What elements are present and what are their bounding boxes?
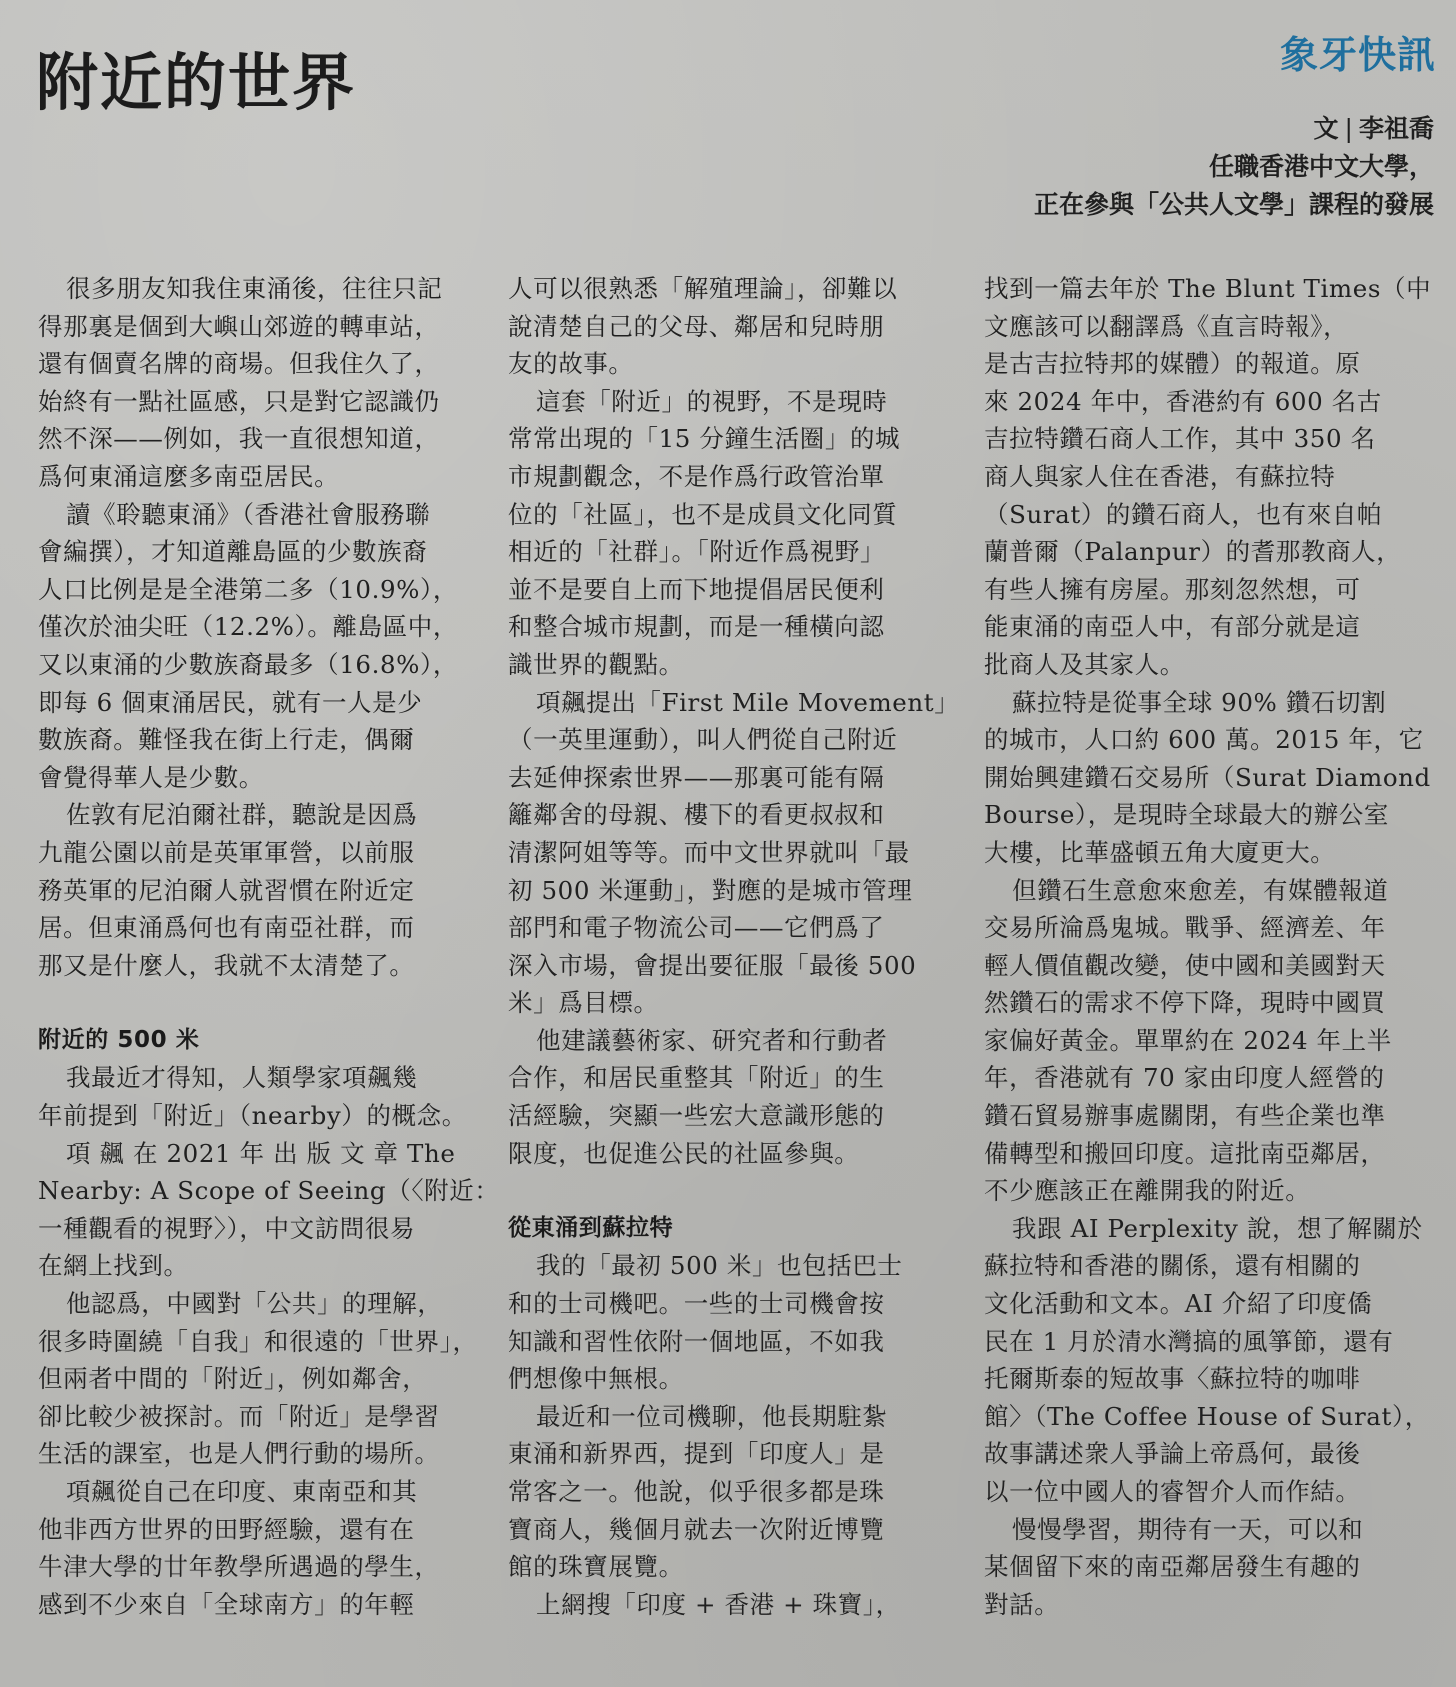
text-line: 去延伸探索世界——那裏可能有隔 [508,762,885,792]
text-line: 生活的課室，也是人們行動的場所。 [38,1439,440,1469]
author-description-line-1: 任職香港中文大學， [1208,152,1434,181]
text-line: 還有個賣名牌的商場。但我住久了， [38,349,440,379]
text-line: 吉拉特鑽石商人工作，其中 350 名 [984,424,1376,454]
text-line: 合作，和居民重整其「附近」的生 [508,1063,885,1093]
article-column-1 [38,270,500,1623]
text-line: Bourse），是現時全球最大的辦公室 [984,800,1389,830]
text-line: 蘇拉特和香港的關係，還有相關的 [984,1251,1361,1281]
text-line: 館的珠寶展覽。 [508,1552,684,1582]
text-line: 東涌和新界西，提到「印度人」是 [508,1439,885,1469]
text-line: 知識和習性依附一個地區，不如我 [508,1326,885,1356]
text-line: 文化活動和文本。AI 介紹了印度僑 [984,1289,1373,1319]
text-line: 和整合城市規劃，而是一種橫向認 [508,612,885,642]
text-line: 居。但東涌爲何也有南亞社群，而 [38,913,415,943]
byline-separator: | [1344,114,1353,143]
author-name: 李祖喬 [1358,114,1434,143]
paragraph-first-line: 他認爲，中國對「公共」的理解， [66,1289,443,1319]
paragraph-first-line: 我跟 AI Perplexity 說，想了解關於 [1012,1213,1423,1243]
paragraph-first-line: 最近和一位司機聊，他長期駐紮 [536,1401,888,1431]
text-line: 人可以很熟悉「解殖理論」，卻難以 [508,274,898,303]
text-line: 找到一篇去年於 The Blunt Times（中 [984,274,1432,303]
text-line: 某個留下來的南亞鄰居發生有趣的 [984,1552,1361,1582]
article-column-2 [508,270,960,1623]
text-line: 和的士司機吧。一些的士司機會按 [508,1289,885,1319]
text-line: 常客之一。他說，似乎很多都是珠 [508,1477,885,1506]
paragraph-first-line: 這套「附近」的視野，不是現時 [536,386,888,416]
paragraph-first-line: 我最近才得知，人類學家項飆幾 [66,1063,418,1093]
text-line: 數族裔。難怪我在街上行走，偶爾 [38,725,415,755]
text-line: Nearby: A Scope of Seeing（〈附近： [38,1176,500,1206]
column-section-tag: 象牙快訊 [1279,33,1436,77]
text-line: 務英軍的尼泊爾人就習慣在附近定 [38,875,415,905]
article-title: 附近的世界 [36,46,357,119]
text-line: 托爾斯泰的短故事〈蘇拉特的咖啡 [984,1364,1361,1394]
text-line: 很多時圍繞「自我」和很遠的「世界」， [38,1326,478,1356]
text-line: 們想像中無根。 [508,1364,684,1394]
text-line: 識世界的觀點。 [508,649,684,679]
text-line: 是古吉拉特邦的媒體）的報道。原 [984,349,1361,379]
article-column-3 [984,270,1432,1623]
text-line: （一英里運動），叫人們從自己附近 [508,725,898,755]
text-line: 初 500 米運動」，對應的是城市管理 [508,875,913,905]
text-line: 即每 6 個東涌居民，就有一人是少 [38,687,423,717]
text-line: 鑽石貿易辦事處關閉，有些企業也準 [984,1101,1386,1131]
text-line: 的城市，人口約 600 萬。2015 年，它 [984,725,1424,755]
text-line: 商人與家人住在香港，有蘇拉特 [984,461,1336,491]
text-line: 清潔阿姐等等。而中文世界就叫「最 [508,837,910,867]
text-line: 牛津大學的廿年教學所遇過的學生， [38,1552,440,1582]
text-line: 米」爲目標。 [508,988,659,1018]
text-line: 活經驗，突顯一些宏大意識形態的 [508,1101,885,1131]
text-line: 深入市場，會提出要征服「最後 500 [508,950,917,980]
text-line: 那又是什麼人，我就不太清楚了。 [38,950,415,980]
text-line: 館〉（The Coffee House of Surat）， [984,1401,1430,1431]
text-line: 相近的「社群」。「附近作爲視野」 [508,537,886,567]
text-line: 僅次於油尖旺（12.2%）。離島區中， [38,612,458,642]
text-line: 感到不少來自「全球南方」的年輕 [38,1589,415,1619]
paragraph-first-line: 他建議藝術家、研究者和行動者 [536,1025,888,1055]
byline [1034,110,1434,224]
text-line: 大樓，比華盛頓五角大廈更大。 [984,837,1336,867]
text-line: 又以東涌的少數族裔最多（16.8%）， [38,649,458,679]
paragraph-first-line: 項飆從自己在印度、東南亞和其 [66,1477,418,1506]
text-line: 並不是要自上而下地提倡居民便利 [508,574,885,604]
paragraph-first-line: 上網搜「印度 + 香港 + 珠寶」， [536,1589,901,1619]
byline-label: 文 [1313,114,1339,143]
text-line: 來 2024 年中，香港約有 600 名古 [984,386,1382,416]
text-line: 年前提到「附近」（nearby）的概念。 [38,1101,467,1131]
text-line: 限度，也促進公民的社區參與。 [508,1138,860,1168]
text-line: 說清楚自己的父母、鄰居和兒時朋 [508,311,885,341]
text-line: 開始興建鑽石交易所（Surat Diamond [984,762,1431,792]
text-line: 部門和電子物流公司——它們爲了 [508,913,885,943]
blank-line [38,984,478,1022]
text-line: 友的故事。 [508,349,634,379]
text-line: 但兩者中間的「附近」，例如鄰舍， [38,1364,428,1394]
text-line: 年，香港就有 70 家由印度人經營的 [984,1063,1385,1093]
paragraph-first-line: 項飆提出「First Mile Movement」 [536,687,960,717]
text-line: 市規劃觀念，不是作爲行政管治單 [508,461,885,491]
text-line: 始終有一點社區感，只是對它認識仍 [38,386,440,416]
text-line: 九龍公園以前是英軍軍營，以前服 [38,837,415,867]
text-line: 在網上找到。 [38,1251,189,1281]
text-line: 民在 1 月於清水灣搞的風箏節，還有 [984,1326,1394,1356]
text-line: 能東涌的南亞人中，有部分就是這 [984,612,1361,642]
text-line: 他非西方世界的田野經驗，還有在 [38,1514,415,1544]
section-subheading: 附近的 500 米 [38,1026,200,1053]
text-line: 人口比例是是全港第二多（10.9%）， [38,574,458,604]
text-line: 寶商人，幾個月就去一次附近博覽 [508,1514,885,1544]
text-line: 卻比較少被探討。而「附近」是學習 [38,1401,440,1431]
text-line: 會編撰），才知道離島區的少數族裔 [38,537,428,567]
text-line: （Surat）的鑽石商人，也有來自帕 [984,499,1383,529]
text-line: 一種觀看的視野〉），中文訪問很易 [38,1213,416,1243]
text-line: 會覺得華人是少數。 [38,762,264,792]
paragraph-first-line: 我的「最初 500 米」也包括巴士 [536,1251,903,1281]
text-line: 輕人價值觀改變，使中國和美國對天 [984,950,1386,980]
text-line: 得那裏是個到大嶼山郊遊的轉車站， [38,311,440,341]
paragraph-first-line: 項 飆 在 2021 年 出 版 文 章 The [66,1138,456,1168]
text-line: 家偏好黃金。單單約在 2024 年上半 [984,1025,1392,1055]
paragraph-first-line: 佐敦有尼泊爾社群，聽說是因爲 [66,800,418,830]
text-line: 對話。 [984,1589,1060,1619]
author-line [1034,110,1434,148]
paragraph-first-line: 但鑽石生意愈來愈差，有媒體報道 [1012,875,1389,905]
text-line: 以一位中國人的睿智介人而作結。 [984,1477,1361,1506]
text-line: 然鑽石的需求不停下降，現時中國買 [984,988,1386,1018]
text-line: 交易所淪爲鬼城。戰爭、經濟差、年 [984,913,1386,943]
text-line: 備轉型和搬回印度。這批南亞鄰居， [984,1138,1386,1168]
text-line: 籬鄰舍的母親、樓下的看更叔叔和 [508,800,885,830]
section-subheading: 從東涌到蘇拉特 [508,1214,674,1241]
text-line: 故事講述衆人爭論上帝爲何，最後 [984,1439,1361,1469]
text-line: 文應該可以翻譯爲《直言時報》， [984,311,1349,341]
author-description-line-2: 正在參與「公共人文學」課程的發展 [1033,190,1434,219]
blank-line [508,1172,948,1210]
paragraph-first-line: 讀《聆聽東涌》（香港社會服務聯 [66,499,431,529]
text-line: 不少應該正在離開我的附近。 [984,1176,1311,1206]
text-line: 常常出現的「15 分鐘生活圈」的城 [508,424,901,454]
text-line: 位的「社區」，也不是成員文化同質 [508,499,898,529]
text-line: 蘭普爾（Palanpur）的耆那教商人， [984,537,1402,567]
paragraph-first-line: 慢慢學習，期待有一天，可以和 [1012,1514,1364,1544]
text-line: 有些人擁有房屋。那刻忽然想，可 [984,574,1361,604]
text-line: 然不深——例如，我一直很想知道， [38,424,440,454]
paragraph-first-line: 很多朋友知我住東涌後，往往只記 [66,274,443,303]
text-line: 批商人及其家人。 [984,649,1185,679]
text-line: 爲何東涌這麼多南亞居民。 [38,461,340,491]
paragraph-first-line: 蘇拉特是從事全球 90% 鑽石切割 [1012,687,1387,717]
